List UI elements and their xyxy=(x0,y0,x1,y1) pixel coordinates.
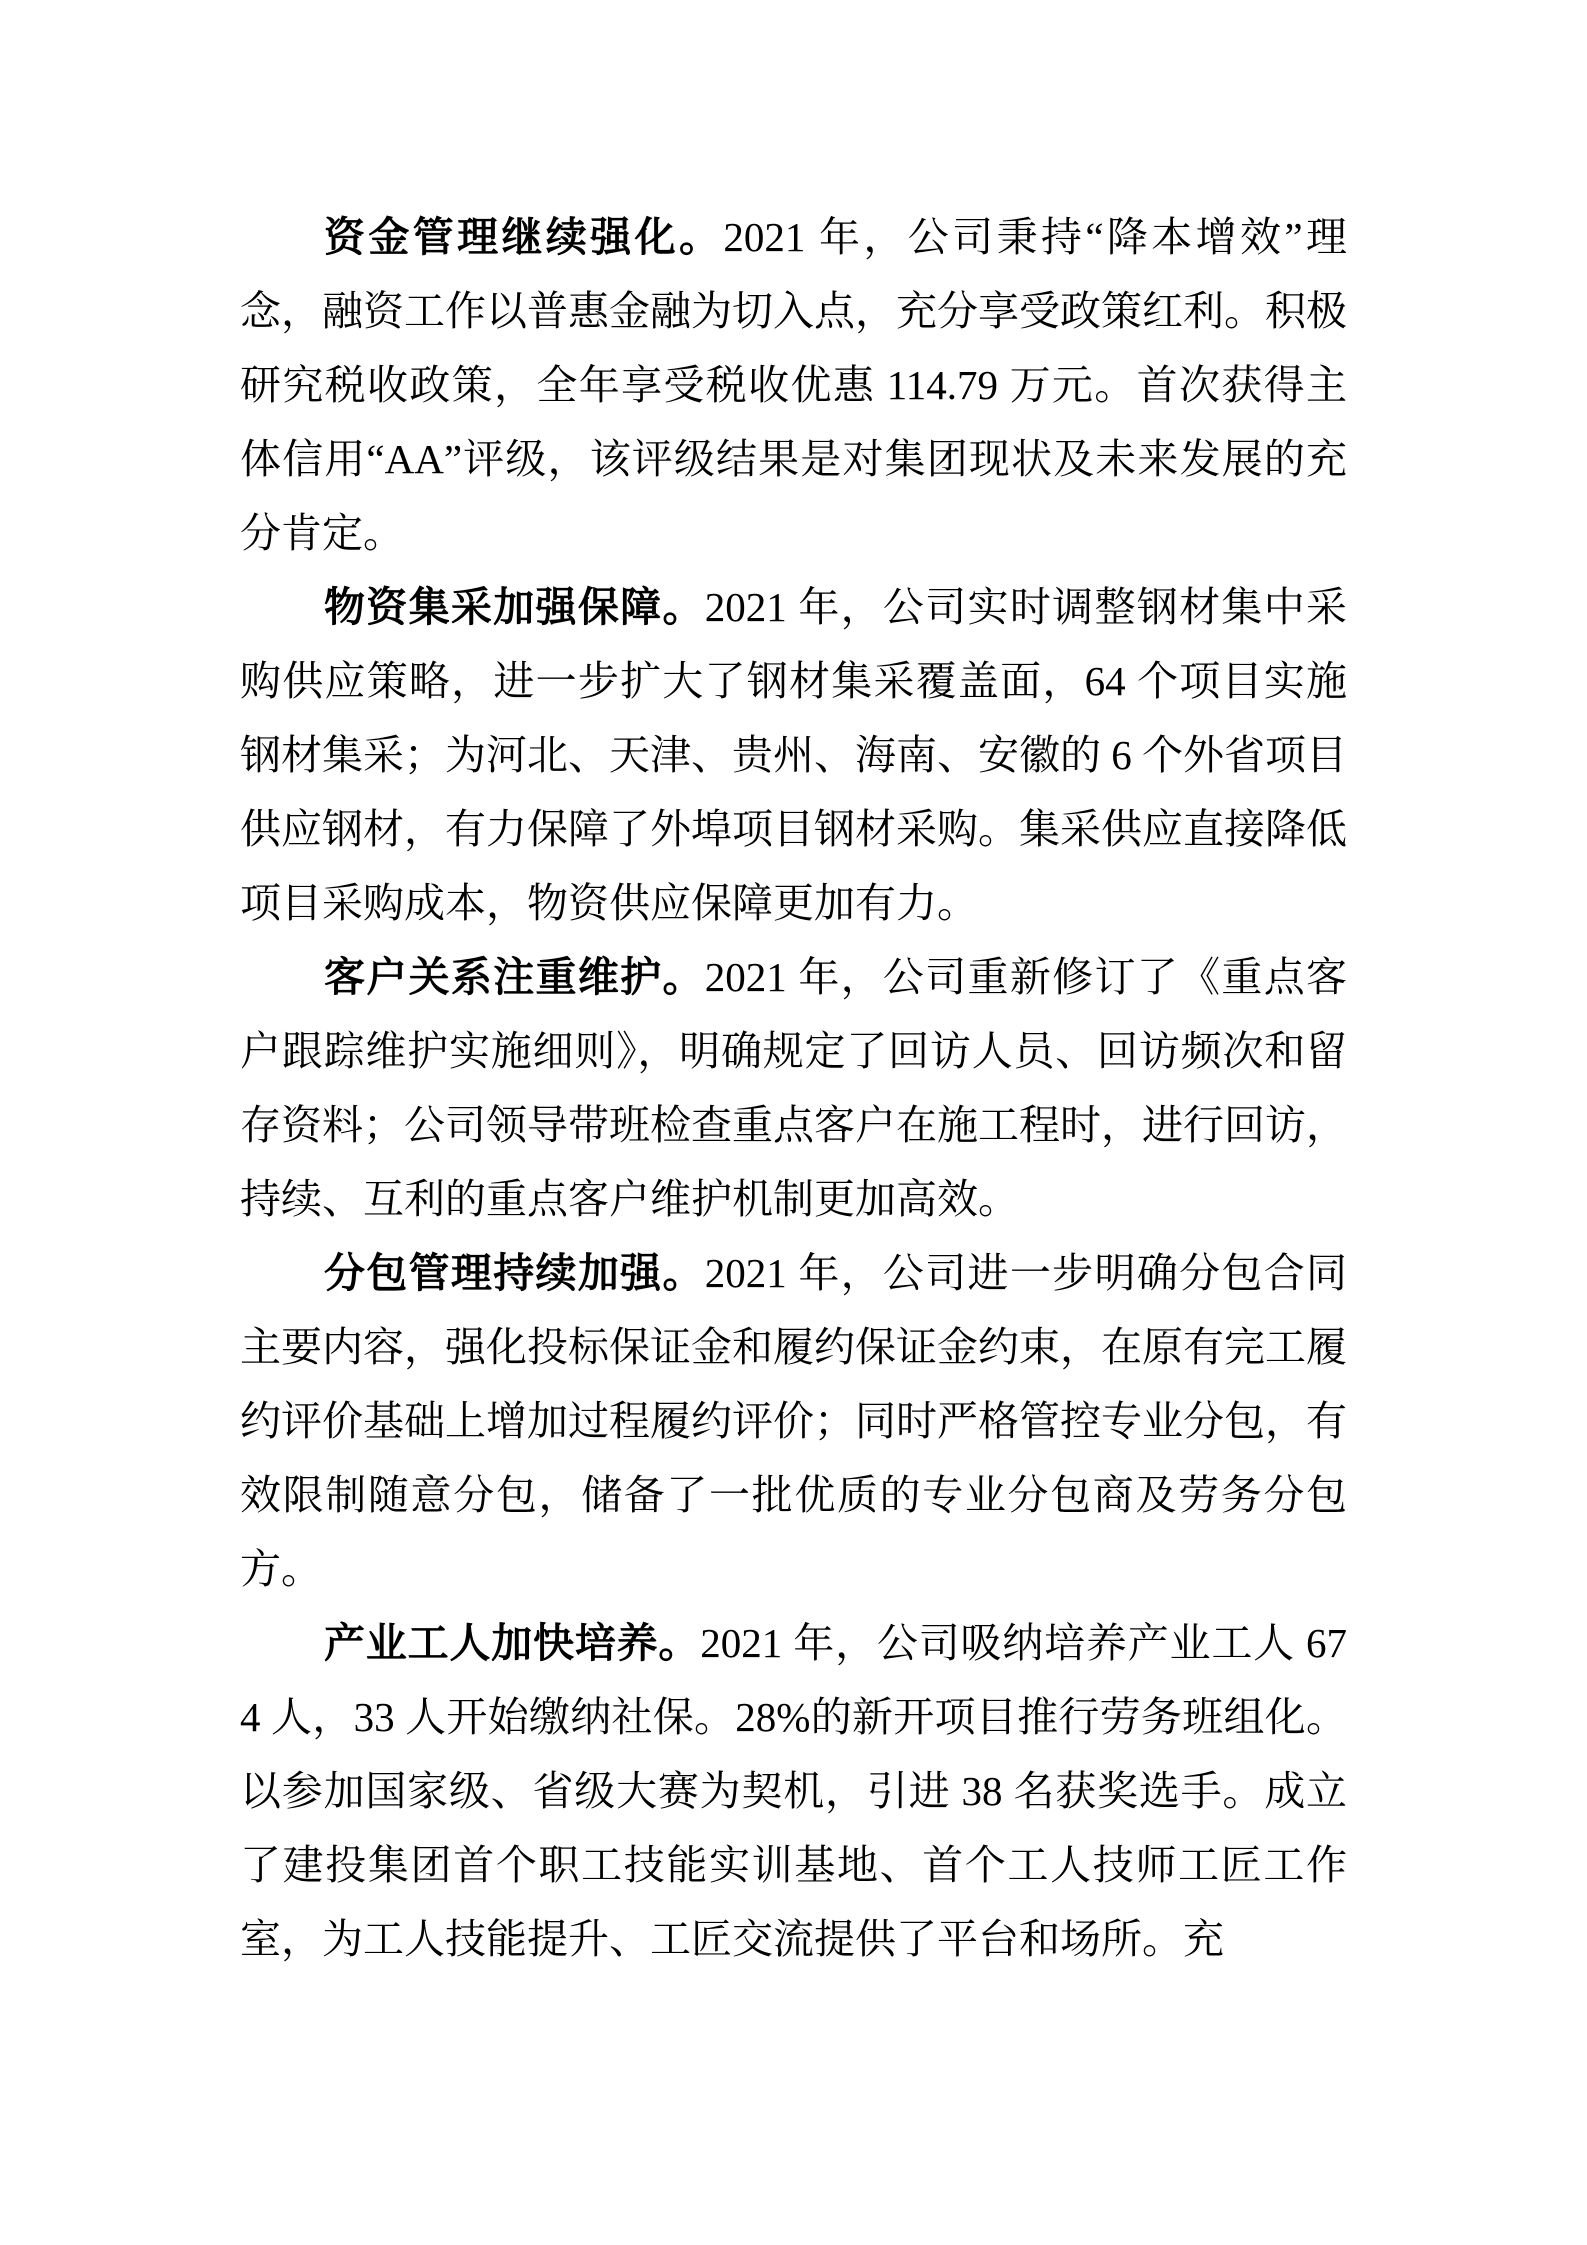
page-text-block xyxy=(240,200,1347,1976)
paragraph-heading: 物资集采加强保障。 xyxy=(324,584,705,630)
paragraph-heading: 产业工人加快培养。 xyxy=(324,1620,701,1666)
paragraph-heading: 客户关系注重维护。 xyxy=(324,954,705,1000)
paragraph-heading: 资金管理继续强化。 xyxy=(324,214,724,260)
paragraph xyxy=(240,1236,1347,1606)
paragraph xyxy=(240,940,1347,1236)
paragraph-body: 2021 年，公司进一步明确分包合同主要内容，强化投标保证金和履约保证金约束，在原有完工履约评价基础上增加过程履约评价；同时严格管控专业分包，有效限制随意分包，储备了一批优质的专业分包商及劳务分包方。 xyxy=(240,1250,1348,1592)
paragraph-body: 2021 年，公司吸纳培养产业工人 674 人，33 人开始缴纳社保。28%的新开项目推行劳务班组化。以参加国家级、省级大赛为契机，引进 38 名获奖选手。成立了建投集团首个职工技能实训基地、首个工人技师工匠工作室，为工人技能提升、工匠交流提供了平台和场所。充 xyxy=(240,1620,1348,1962)
paragraph xyxy=(240,1606,1347,1976)
paragraph-heading: 分包管理持续加强。 xyxy=(324,1250,705,1296)
paragraph-body: 2021 年，公司秉持“降本增效”理念，融资工作以普惠金融为切入点，充分享受政策红利。积极研究税收政策，全年享受税收优惠 114.79 万元。首次获得主体信用“AA”评级，该评级结果是对集团现状及未来发展的充分肯定。 xyxy=(240,214,1347,556)
paragraph xyxy=(240,200,1347,570)
paragraph-body: 2021 年，公司重新修订了《重点客户跟踪维护实施细则》，明确规定了回访人员、回访频次和留存资料；公司领导带班检查重点客户在施工程时，进行回访，持续、互利的重点客户维护机制更加高效。 xyxy=(240,954,1348,1222)
paragraph-body: 2021 年，公司实时调整钢材集中采购供应策略，进一步扩大了钢材集采覆盖面，64 个项目实施钢材集采；为河北、天津、贵州、海南、安徽的 6 个外省项目供应钢材，有力保障了外埠项目钢材采购。集采供应直接降低项目采购成本，物资供应保障更加有力。 xyxy=(240,584,1348,926)
paragraph xyxy=(240,570,1347,940)
